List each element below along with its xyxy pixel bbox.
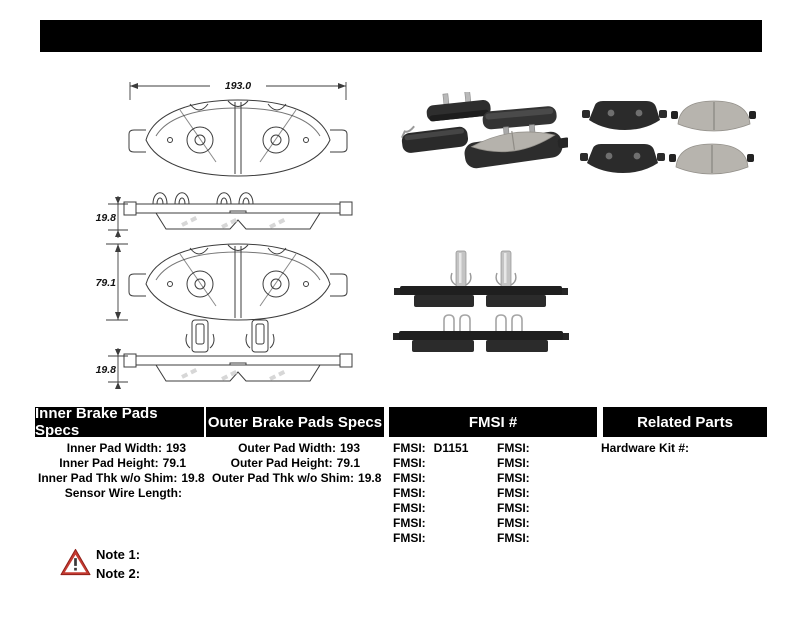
inner-pad-thk-row: Inner Pad Thk w/o Shim: 19.8 [38,471,205,485]
warning-triangle-icon [60,548,91,577]
note-2: Note 2: [96,566,141,581]
brake-pad-front-back-photo [575,95,760,180]
brake-pad-set-angled-photo [398,92,568,190]
edge-row-with-pins [394,251,568,307]
inner-specs-rows [38,441,205,501]
brake-pad-edge-photo [392,243,612,353]
edge-row-with-clips [393,315,569,352]
part-number: 309.11510 [50,24,150,47]
inner-pad-height-row: Inner Pad Height: 79.1 [59,456,186,470]
notes [96,545,144,583]
fmsi-row: FMSI: FMSI: [393,531,530,545]
brake-pad-technical-drawing [88,72,364,390]
dim-width-label: 193.0 [224,80,252,92]
inner-pad-width-row: Inner Pad Width: 193 [66,441,186,455]
related-parts-rows [601,441,693,456]
sensor-wire-length-row: Sensor Wire Length: [64,486,182,500]
fmsi-row: FMSI: FMSI: [393,471,530,485]
dim-pad-height-label: 79.1 [95,277,116,289]
fmsi-rows [393,441,597,546]
outer-pad-thk-row: Outer Pad Thk w/o Shim: 19.8 [212,471,382,485]
outer-specs-header: Outer Brake Pads Specs [206,407,384,437]
inner-specs-header: Inner Brake Pads Specs [35,407,204,437]
dim-thickness-upper-label: 19.8 [95,212,116,224]
fmsi-row: FMSI: FMSI: [393,456,530,470]
fmsi-row: FMSI: FMSI: [393,501,530,515]
fmsi-header: FMSI # [389,407,597,437]
title-bar [40,20,762,52]
outer-specs-rows [212,441,382,486]
page-title: Brake Pad [647,24,752,47]
hardware-kit-row: Hardware Kit #: [601,441,690,455]
outer-pad-height-row: Outer Pad Height: 79.1 [230,456,360,470]
related-parts-header: Related Parts [603,407,767,437]
fmsi-row: FMSI: D1151 FMSI: [393,441,530,455]
note-1: Note 1: [96,547,141,562]
dim-thickness-lower-label: 19.8 [95,364,116,376]
fmsi-row: FMSI: FMSI: [393,486,530,500]
fmsi-row: FMSI: FMSI: [393,516,530,530]
outer-pad-width-row: Outer Pad Width: 193 [238,441,360,455]
